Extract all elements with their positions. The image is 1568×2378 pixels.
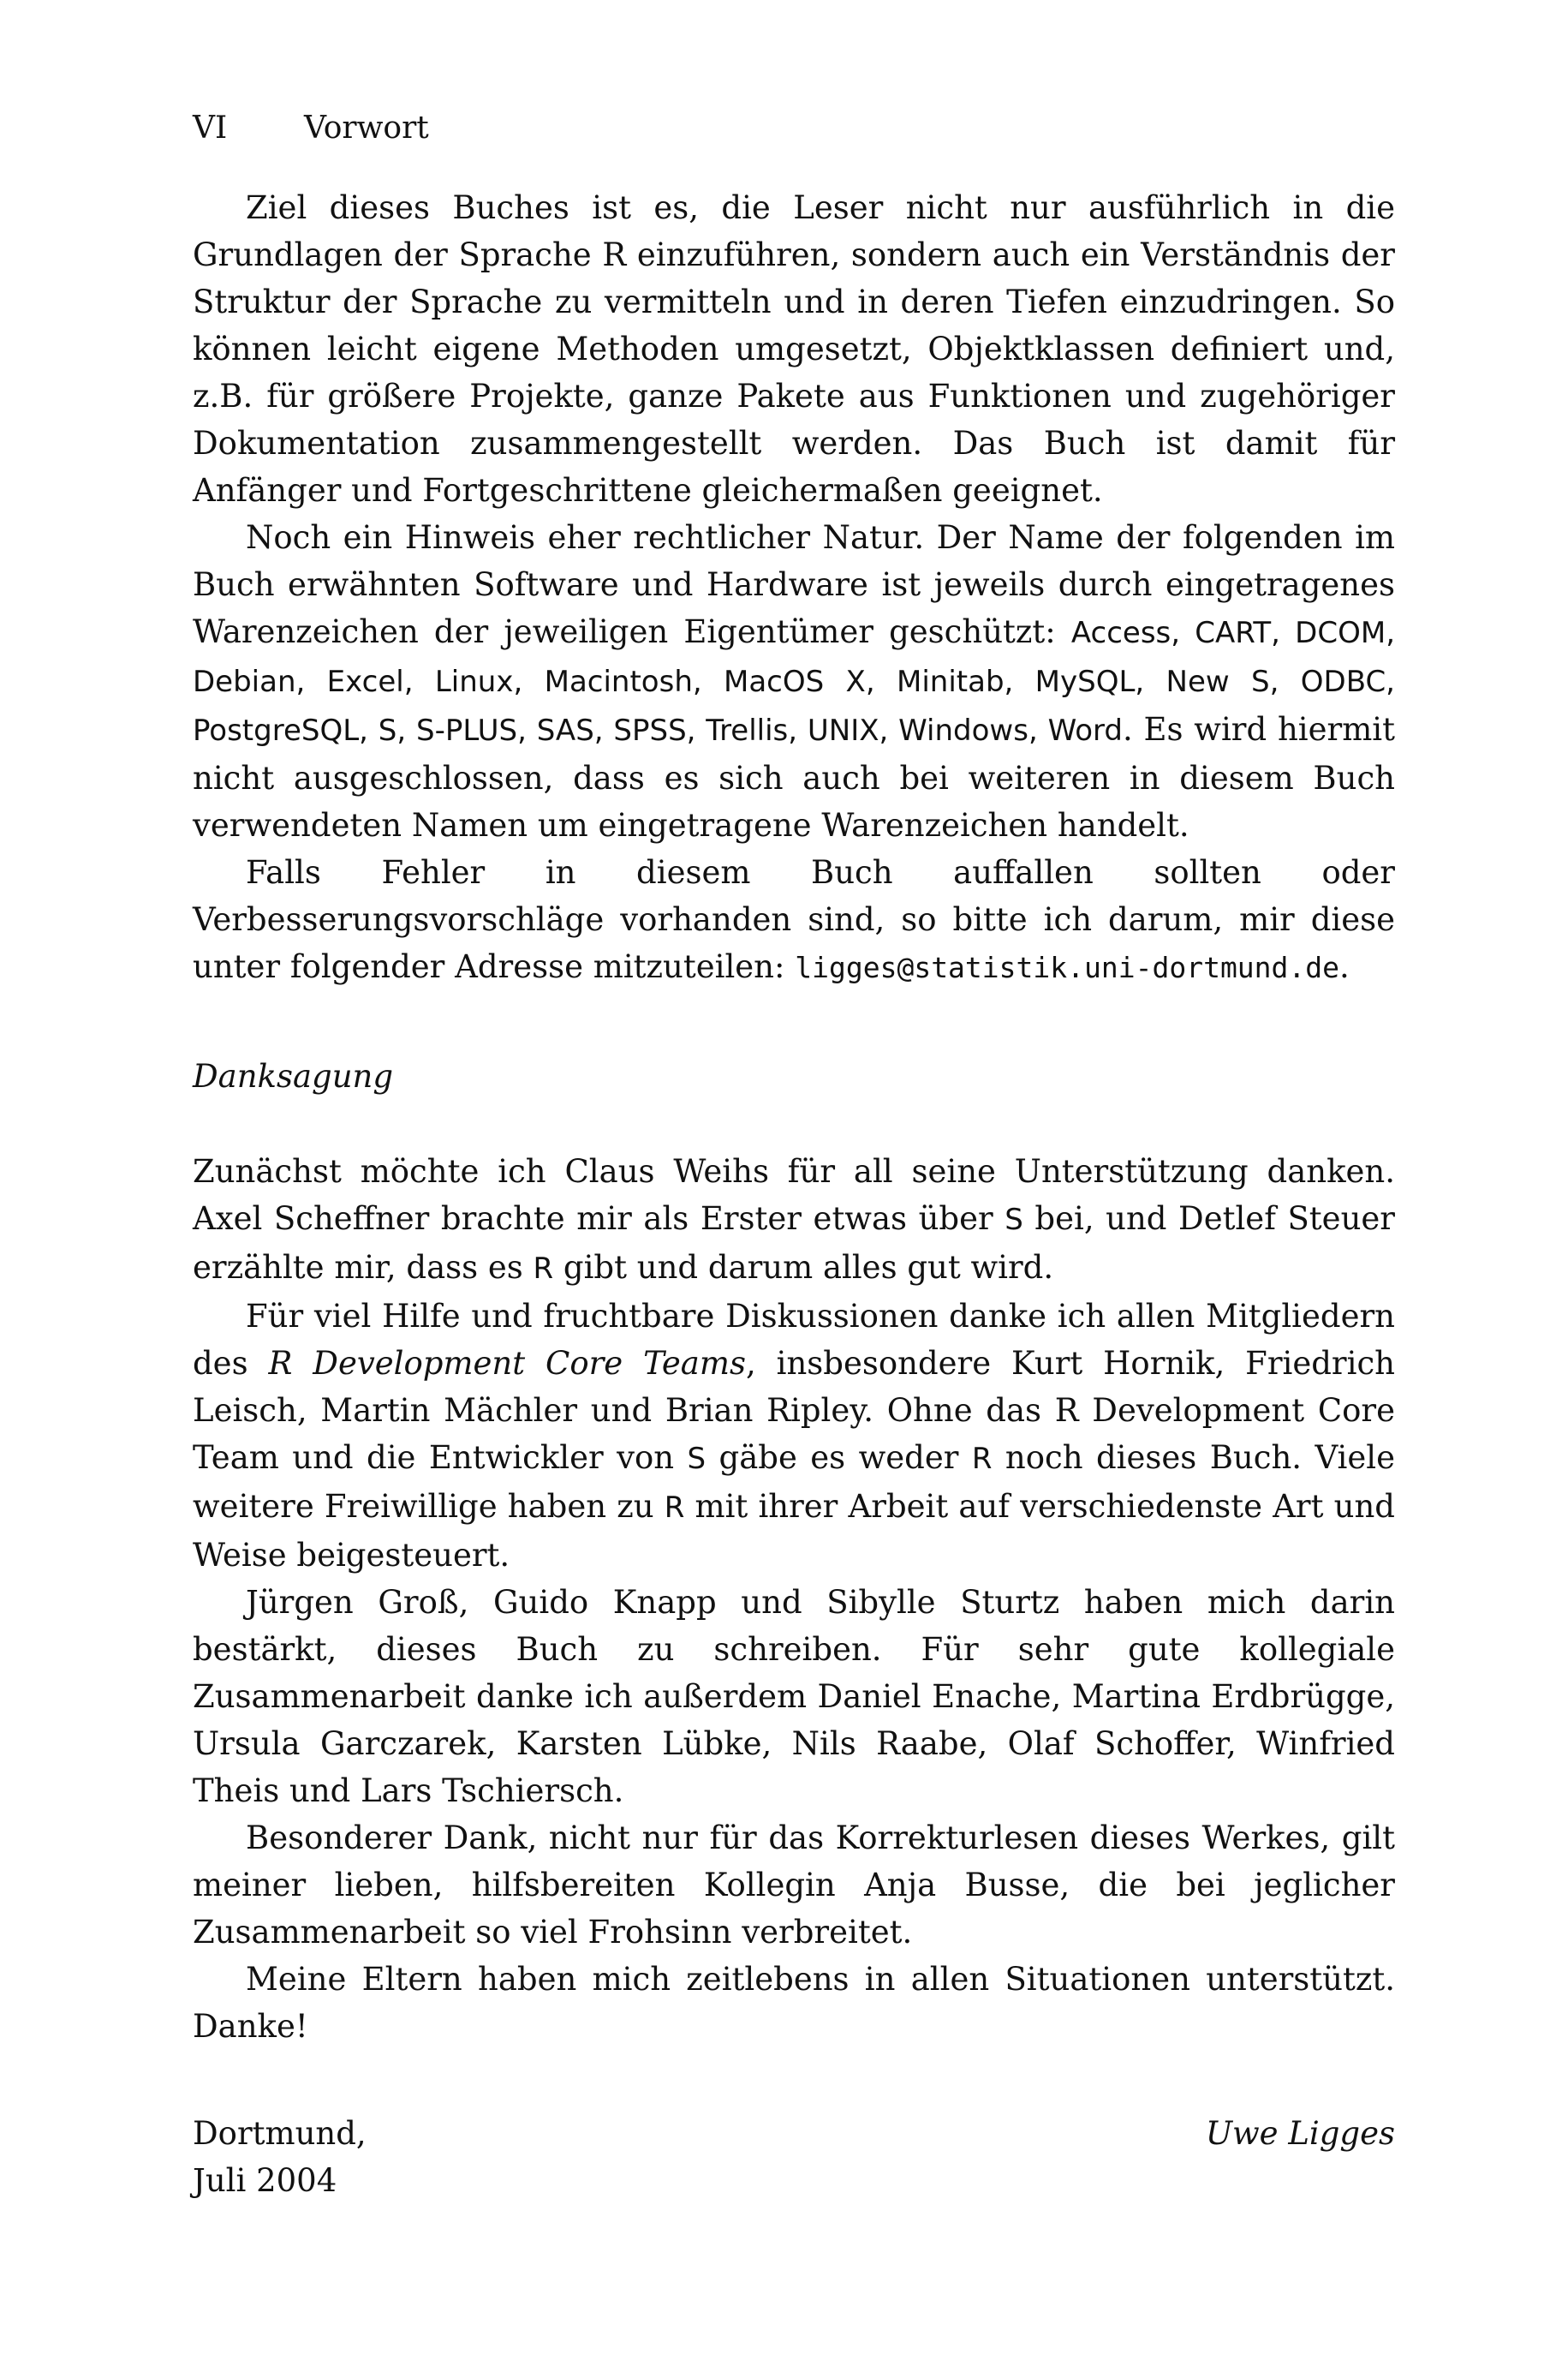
trademark-list: Access, CART, DCOM, Debian, Excel, Linux, Macintosh, MacOS X, Minitab, MySQL, New S, ODBC, PostgreSQL, S, S-PLUS, SAS, SPSS, Trellis, UNIX, Windows, Word — [193, 616, 1395, 748]
place-date — [193, 2110, 367, 2204]
signature-place: Dortmund, — [193, 2115, 367, 2152]
core-team-name: R Development Core Teams — [268, 1345, 746, 1382]
language-name-s: S — [687, 1442, 706, 1476]
intro-paragraph-trademarks — [193, 514, 1395, 849]
running-title: Vorwort — [304, 111, 429, 146]
ack-paragraph-2 — [193, 1293, 1395, 1579]
intro-paragraph-errata — [193, 849, 1395, 991]
errata-end: . — [1339, 948, 1350, 985]
ack-paragraph-5: Meine Eltern haben mich zeitlebens in allen Situationen unterstützt. Danke! — [193, 1961, 1395, 2045]
language-name-r: R — [971, 1442, 993, 1476]
signature-author: Uwe Ligges — [1205, 2115, 1395, 2152]
trademark-closing-text: . Es wird hiermit nicht ausgeschlossen, dass es sich auch bei weiteren in diesem Buch verwendeten Namen um eingetragene Warenzeichen handelt. — [193, 711, 1395, 844]
body-text — [193, 184, 1395, 2204]
trademark-intro-text: Noch ein Hinweis eher rechtlicher Natur. Der Name der folgenden im Buch erwähnten Software und Hardware ist jeweils durch eingetragenes Warenzeichen der jeweiligen Eigentümer geschützt: — [193, 519, 1395, 650]
running-head — [193, 113, 429, 144]
intro-paragraph-goal: Ziel dieses Buches ist es, die Leser nicht nur ausführlich in die Grundlagen der Sprache R einzuführen, sondern auch ein Verständnis der Struktur der Sprache zu vermitteln und in deren Tiefen einzudringen. So können leicht eigene Methoden umgesetzt, Objektklassen definiert und, z.B. für größere Projekte, ganze Pakete aus Funktionen und zugehöriger Dokumentation zusammengestellt werden. Das Buch ist damit für Anfänger und Fortgeschrittene gleichermaßen geeignet. — [193, 189, 1395, 509]
signature-block — [193, 2110, 1395, 2204]
contact-email: ligges@statistik.uni-dortmund.de — [795, 951, 1340, 984]
ack-text: Für viel Hilfe und fruchtbare Diskussionen danke ich allen Mitgliedern des — [193, 1298, 1395, 1382]
ack-text: bei, und Detlef Steuer erzählte mir, dass es — [193, 1200, 1395, 1286]
ack-paragraph-4: Besonderer Dank, nicht nur für das Korrekturlesen dieses Werkes, gilt meiner lieben, hilfsbereiten Kollegin Anja Busse, die bei jeglicher Zusammenarbeit so viel Frohsinn verbreitet. — [193, 1819, 1395, 1951]
language-name-s: S — [1005, 1203, 1023, 1237]
ack-text: gibt und darum alles gut wird. — [553, 1249, 1054, 1286]
ack-text: mit ihrer Arbeit auf verschiedenste Art und Weise beigesteuert. — [193, 1488, 1395, 1574]
page-number: VI — [193, 111, 228, 146]
section-heading-danksagung: Danksagung — [193, 1058, 394, 1095]
ack-text: Zunächst möchte ich Claus Weihs für all seine Unterstützung danken. Axel Scheffner brachte mir als Erster etwas über — [193, 1153, 1395, 1237]
ack-text: , insbesondere Kurt Hornik, Friedrich Leisch, Martin Mächler und Brian Ripley. Ohne das R Development Core Team und die Entwickler von — [193, 1345, 1396, 1476]
language-name-r: R — [533, 1252, 554, 1286]
errata-text: Falls Fehler in diesem Buch auffallen sollten oder Verbesserungsvorschläge vorhanden sind, so bitte ich darum, mir diese unter folgender Adresse mitzuteilen: — [193, 854, 1395, 985]
ack-text: gäbe es weder — [706, 1439, 972, 1476]
ack-text: noch dieses Buch. Viele weitere Freiwillige haben zu — [193, 1439, 1395, 1525]
ack-paragraph-1 — [193, 1148, 1395, 1293]
language-name-r: R — [664, 1491, 685, 1525]
ack-paragraph-3: Jürgen Groß, Guido Knapp und Sibylle Sturtz haben mich darin bestärkt, dieses Buch zu schreiben. Für sehr gute kollegiale Zusammenarbeit danke ich außerdem Daniel Enache, Martina Erdbrügge, Ursula Garczarek, Karsten Lübke, Nils Raabe, Olaf Schoffer, Winfried Theis und Lars Tschiersch. — [193, 1584, 1395, 1809]
signature-date: Juli 2004 — [193, 2162, 337, 2199]
